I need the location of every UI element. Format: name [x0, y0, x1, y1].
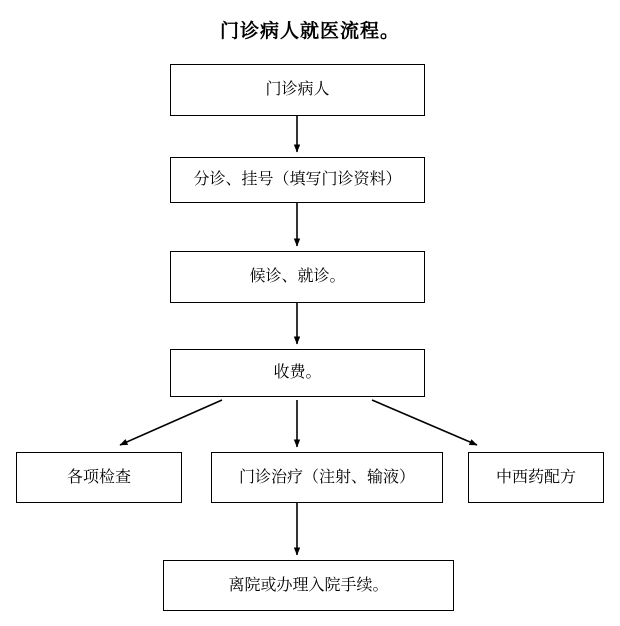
node-label: 中西药配方 — [495, 468, 576, 486]
node-label: 离院或办理入院手续。 — [228, 576, 389, 594]
node-label: 门诊病人 — [265, 81, 330, 99]
node-label: 门诊治疗（注射、输液） — [238, 468, 415, 486]
node-label: 分诊、挂号（填写门诊资料） — [193, 171, 402, 189]
node-pharmacy-prescription[interactable] — [468, 452, 604, 503]
node-outpatient-treatment[interactable] — [211, 452, 443, 503]
node-payment[interactable] — [170, 349, 425, 397]
node-label: 候诊、就诊。 — [249, 268, 346, 286]
node-label: 收费。 — [273, 364, 322, 382]
node-examinations[interactable] — [16, 452, 182, 503]
node-label: 各项检查 — [66, 468, 131, 486]
node-discharge-or-admission[interactable] — [163, 560, 454, 611]
node-triage-registration[interactable] — [170, 157, 425, 203]
node-waiting-consultation[interactable] — [170, 251, 425, 303]
page-title: 门诊病人就医流程。 — [219, 21, 400, 42]
node-outpatient-arrival[interactable] — [170, 64, 425, 116]
